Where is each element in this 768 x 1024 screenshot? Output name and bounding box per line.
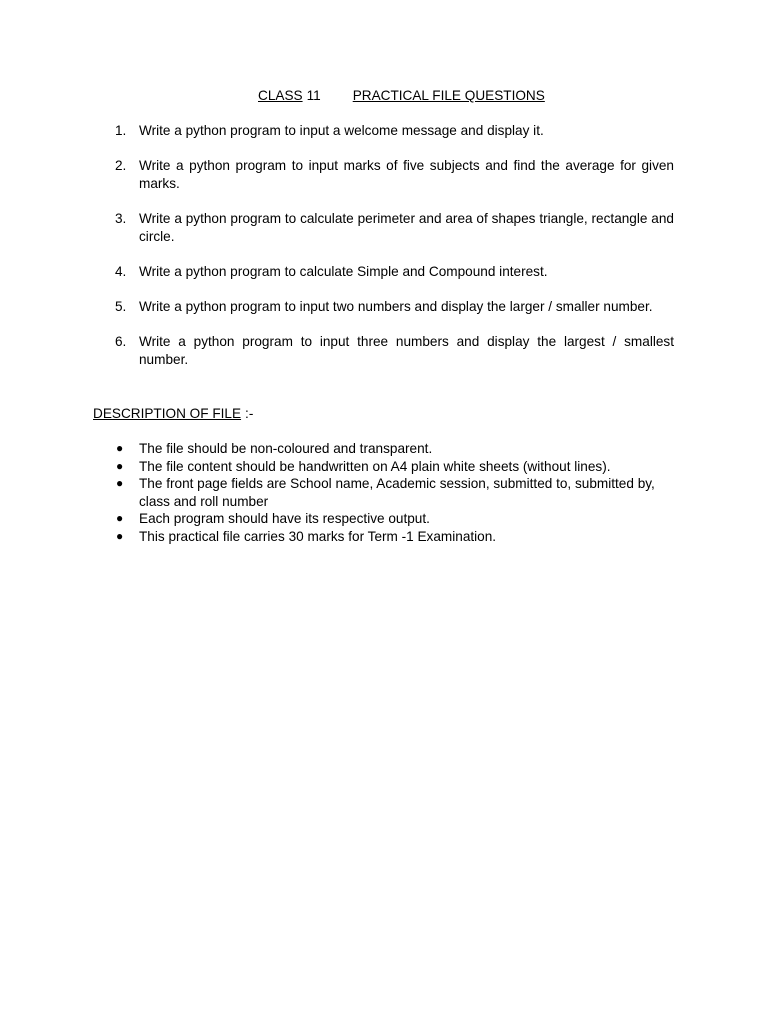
description-text: This practical file carries 30 marks for Term -1 Examination. <box>139 528 497 544</box>
question-text: Write a python program to input two numbers and display the larger / smaller number. <box>139 298 653 314</box>
description-heading <box>93 405 253 423</box>
question-number: 6. <box>115 334 127 350</box>
description-text: The file content should be handwritten on A4 plain white sheets (without lines). <box>139 458 611 474</box>
description-text: Each program should have its respective output. <box>139 511 430 527</box>
question-number: 5. <box>115 298 127 314</box>
description-text: The front page fields are School name, Academic session, submitted to, submitted by, class and roll number <box>139 476 655 509</box>
description-heading-label: DESCRIPTION OF FILE <box>93 406 242 421</box>
question-text: Write a python program to input a welcome message and display it. <box>139 123 544 138</box>
question-number: 4. <box>115 263 127 279</box>
question-item <box>115 157 674 192</box>
bullet-icon: ● <box>116 441 124 455</box>
bullet-icon: ● <box>116 458 124 473</box>
question-number: 2. <box>115 158 127 174</box>
description-text: The file should be non-coloured and transparent. <box>139 441 433 456</box>
document-title <box>258 87 545 105</box>
description-item <box>116 440 669 458</box>
question-list <box>115 122 674 386</box>
question-number: 3. <box>115 210 127 226</box>
description-item <box>116 458 669 476</box>
practical-title: PRACTICAL FILE QUESTIONS <box>352 88 545 103</box>
question-text: Write a python program to input three numbers and display the largest / smallest number. <box>139 334 674 367</box>
class-label: CLASS <box>258 88 303 103</box>
question-item <box>115 122 674 140</box>
bullet-icon: ● <box>116 511 124 526</box>
description-item <box>116 528 669 546</box>
question-item <box>115 333 674 368</box>
question-number: 1. <box>115 123 127 138</box>
question-text: Write a python program to calculate perimeter and area of shapes triangle, rectangle and circle. <box>139 210 674 244</box>
class-number: 11 <box>306 88 321 103</box>
bullet-icon: ● <box>116 528 124 543</box>
question-item <box>115 298 674 316</box>
question-item <box>115 210 674 245</box>
description-item <box>116 475 669 510</box>
bullet-icon: ● <box>116 476 124 491</box>
question-text: Write a python program to input marks of five subjects and find the average for given marks. <box>139 158 674 191</box>
description-heading-suffix: :- <box>245 406 254 421</box>
question-text: Write a python program to calculate Simple and Compound interest. <box>139 263 548 279</box>
description-item <box>116 510 669 528</box>
question-item <box>115 263 674 281</box>
description-list <box>116 440 669 546</box>
